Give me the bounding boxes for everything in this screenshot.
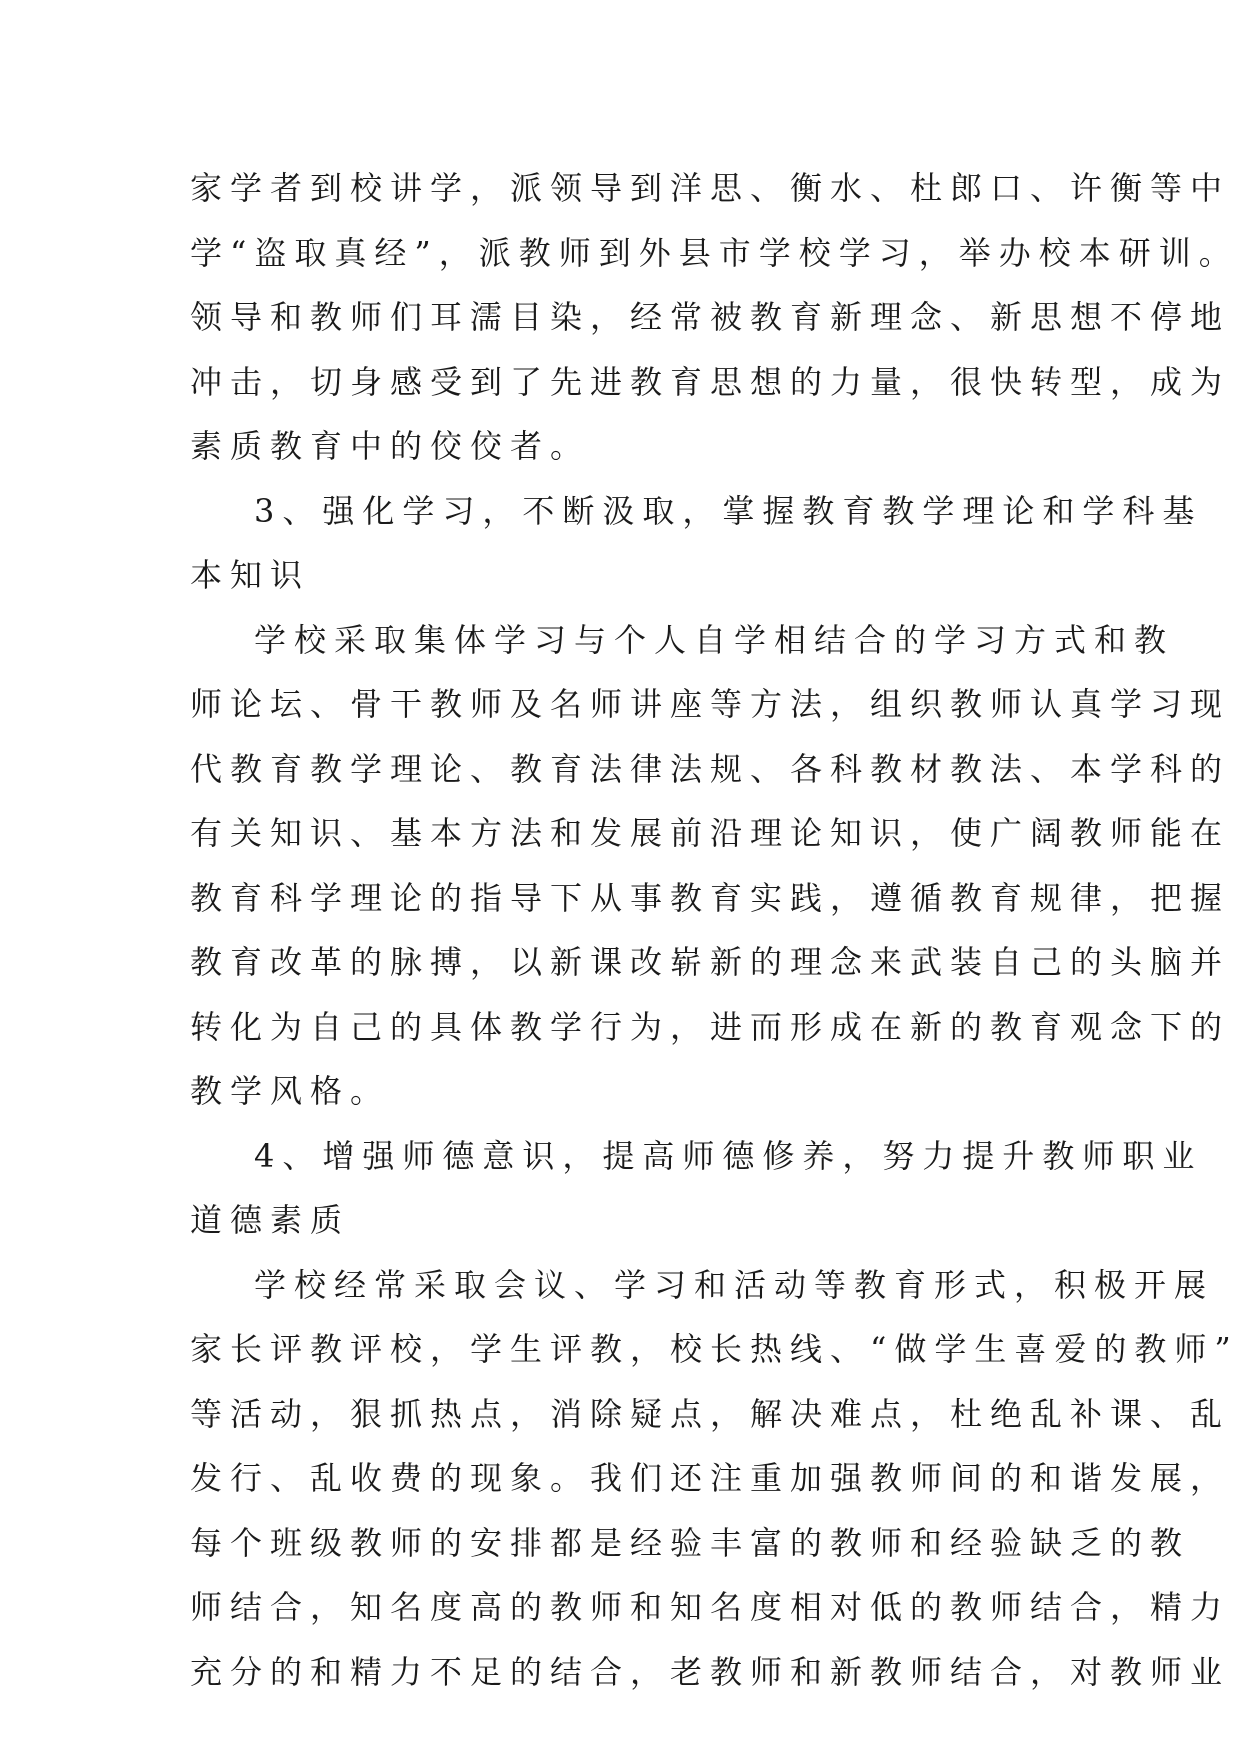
text-line: 教学风格。 <box>190 1072 391 1110</box>
text-line: 代教育教学理论、教育法律法规、各科教材教法、本学科的 <box>190 749 1231 788</box>
text-line: 素质教育中的佼佼者。 <box>190 427 591 465</box>
text-line: 转化为自己的具体教学行为，进而形成在新的教育观念下的 <box>190 1007 1231 1046</box>
text-line: 家长评教评校，学生评教，校长热线、“做学生喜爱的教师” <box>190 1330 1239 1368</box>
text-line: 冲击，切身感受到了先进教育思想的力量，很快转型，成为 <box>190 362 1231 401</box>
section-heading-3-cont: 本知识 <box>190 556 311 594</box>
text-line: 家学者到校讲学，派领导到洋思、衡水、杜郎口、许衡等中 <box>190 169 1231 207</box>
document-body <box>190 156 1239 1704</box>
paragraph-start: 学校采取集体学习与个人自学相结合的学习方式和教 <box>254 620 1175 659</box>
section-heading-4: 4、增强师德意识，提高师德修养，努力提升教师职业 <box>254 1136 1203 1175</box>
text-line: 有关知识、基本方法和发展前沿理论知识，使广阔教师能在 <box>190 814 1231 852</box>
text-line: 师论坛、骨干教师及名师讲座等方法，组织教师认真学习现 <box>190 685 1231 723</box>
text-line: 充分的和精力不足的结合，老教师和新教师结合，对教师业 <box>190 1652 1231 1691</box>
text-line: 发行、乱收费的现象。我们还注重加强教师间的和谐发展， <box>190 1459 1231 1497</box>
text-line: 领导和教师们耳濡目染，经常被教育新理念、新思想不停地 <box>190 298 1231 336</box>
text-line: 教育科学理论的指导下从事教育实践，遵循教育规律，把握 <box>190 878 1231 917</box>
text-line: 学“盗取真经”，派教师到外县市学校学习，举办校本研训。 <box>190 233 1239 272</box>
section-heading-3: 3、强化学习，不断汲取，掌握教育教学理论和学科基 <box>254 491 1203 530</box>
text-line: 每个班级教师的安排都是经验丰富的教师和经验缺乏的教 <box>190 1523 1191 1562</box>
text-line: 教育改革的脉搏，以新课改崭新的理念来武装自己的头脑并 <box>190 943 1231 981</box>
text-line: 等活动，狠抓热点，消除疑点，解决难点，杜绝乱补课、乱 <box>190 1394 1231 1433</box>
text-line: 师结合，知名度高的教师和知名度相对低的教师结合，精力 <box>190 1588 1231 1626</box>
section-heading-4-cont: 道德素质 <box>190 1201 351 1239</box>
paragraph-start: 学校经常采取会议、学习和活动等教育形式，积极开展 <box>254 1265 1215 1304</box>
